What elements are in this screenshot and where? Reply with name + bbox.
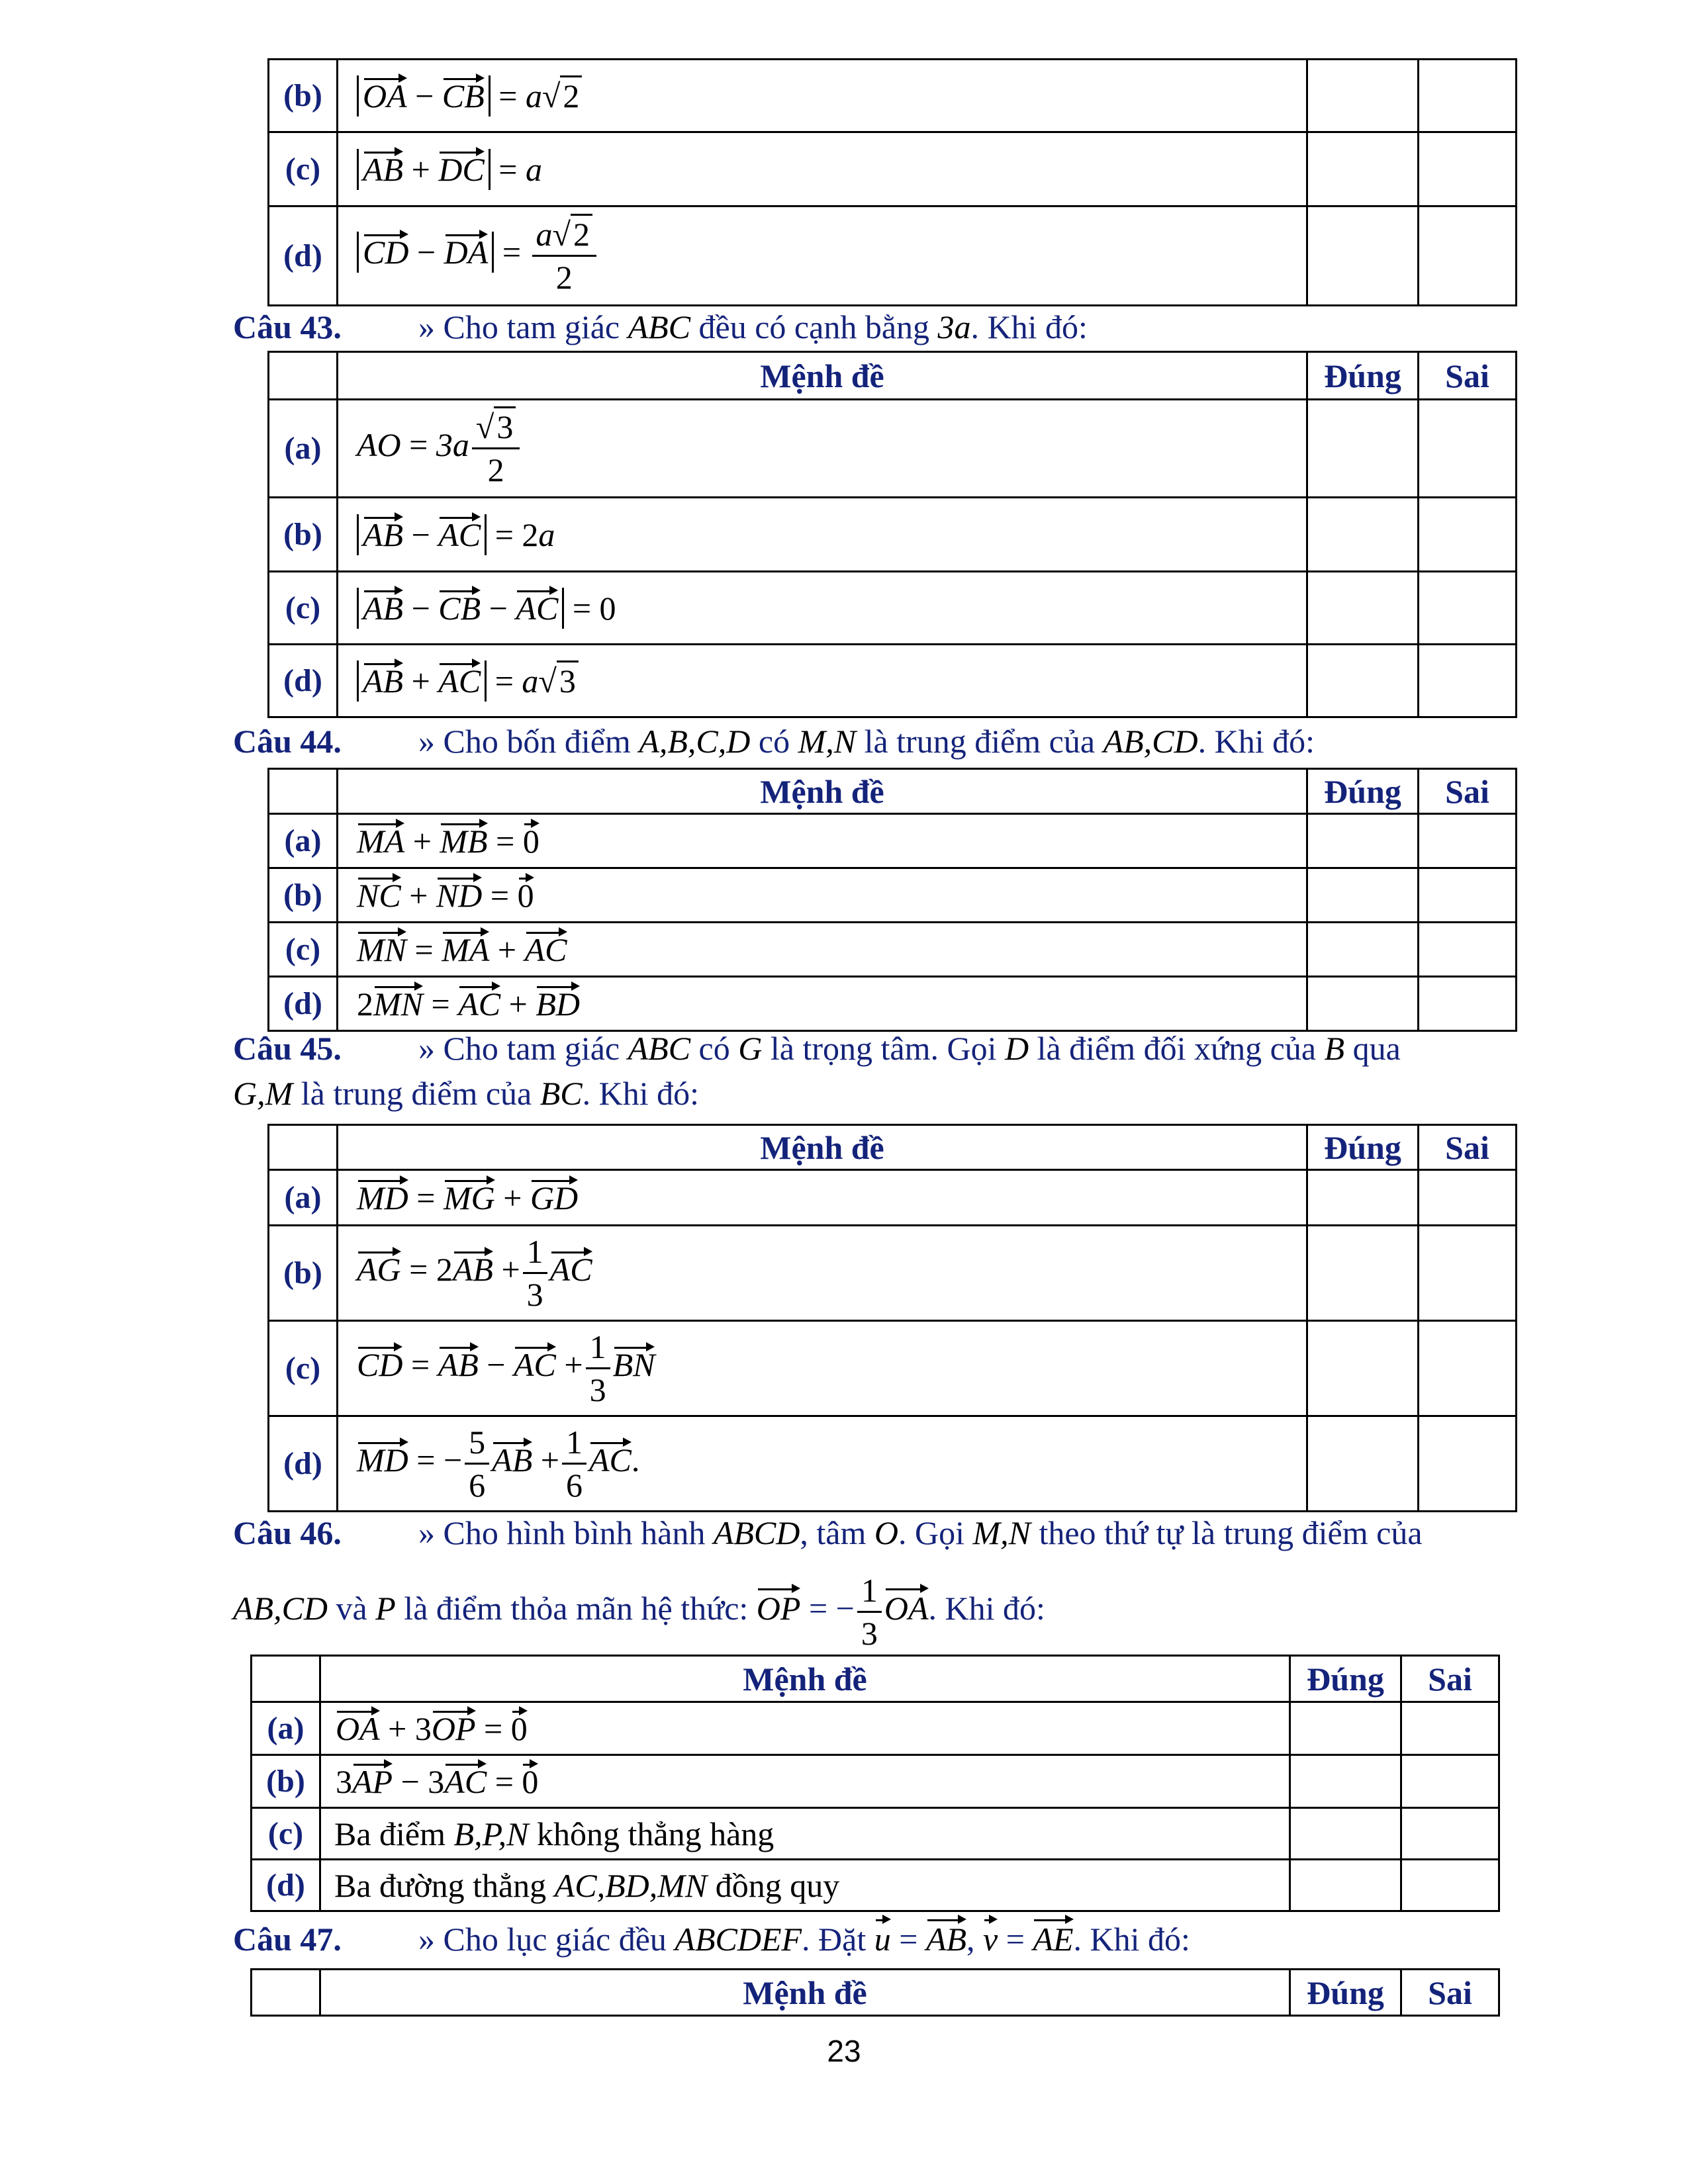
false-checkbox-cell[interactable] (1419, 60, 1517, 132)
statement-cell: 3AP − 3AC = 0 (320, 1755, 1290, 1808)
question-44 (233, 720, 1315, 762)
q44-table (267, 768, 1517, 1032)
row-label: (c) (269, 923, 338, 977)
row-label: (d) (252, 1860, 320, 1911)
question-45 (233, 1027, 1491, 1115)
row-label: (a) (269, 1170, 338, 1226)
row-label: (d) (269, 977, 338, 1031)
question-number: Câu 44. (233, 723, 342, 760)
q43-table (267, 351, 1517, 718)
row-label: (b) (269, 498, 338, 572)
table-row (269, 1226, 1517, 1321)
header-true: Đúng (1307, 1125, 1419, 1170)
q42-table (267, 58, 1517, 306)
true-checkbox-cell[interactable] (1290, 1702, 1401, 1755)
table-header-row (269, 1125, 1517, 1170)
table-row (269, 1416, 1517, 1512)
table-header-row (269, 769, 1517, 814)
true-checkbox-cell[interactable] (1307, 400, 1419, 498)
true-checkbox-cell[interactable] (1307, 60, 1419, 132)
true-checkbox-cell[interactable] (1307, 1170, 1419, 1226)
header-true: Đúng (1290, 1656, 1401, 1702)
true-checkbox-cell[interactable] (1307, 814, 1419, 868)
table-row (252, 1808, 1499, 1860)
question-text: » Cho tam giác ABC đều có cạnh bằng 3a. Khi đó: (418, 308, 1088, 345)
false-checkbox-cell[interactable] (1401, 1755, 1499, 1808)
table-row (269, 814, 1517, 868)
table-row (269, 1321, 1517, 1416)
table-row (269, 977, 1517, 1031)
table-row (269, 60, 1517, 132)
row-label: (c) (269, 1321, 338, 1416)
statement-cell: OA − CB = a√2 (338, 60, 1307, 132)
table-row (269, 206, 1517, 306)
header-statement: Mệnh đề (338, 352, 1307, 400)
false-checkbox-cell[interactable] (1401, 1860, 1499, 1911)
statement-cell: AB + DC = a (338, 132, 1307, 206)
true-checkbox-cell[interactable] (1307, 1321, 1419, 1416)
header-true: Đúng (1290, 1970, 1401, 2016)
statement-cell: MD = MG + GD (338, 1170, 1307, 1226)
true-checkbox-cell[interactable] (1307, 132, 1419, 206)
false-checkbox-cell[interactable] (1419, 1226, 1517, 1321)
false-checkbox-cell[interactable] (1419, 923, 1517, 977)
question-number: Câu 47. (233, 1921, 342, 1958)
true-checkbox-cell[interactable] (1307, 977, 1419, 1031)
true-checkbox-cell[interactable] (1307, 1226, 1419, 1321)
header-false: Sai (1401, 1970, 1499, 2016)
table-header-row (252, 1656, 1499, 1702)
false-checkbox-cell[interactable] (1419, 206, 1517, 306)
question-number: Câu 43. (233, 308, 342, 345)
q45-table (267, 1124, 1517, 1512)
question-43 (233, 306, 1088, 348)
question-text-line1: » Cho hình bình hành ABCD, tâm O. Gọi M,N theo thứ tự là trung điểm của (418, 1514, 1423, 1551)
table-row (269, 572, 1517, 645)
false-checkbox-cell[interactable] (1419, 645, 1517, 717)
table-row (269, 400, 1517, 498)
statement-cell: CD − DA = $\frac{a√2}{2}$ (338, 206, 1307, 306)
false-checkbox-cell[interactable] (1419, 814, 1517, 868)
row-label: (c) (252, 1808, 320, 1860)
true-checkbox-cell[interactable] (1307, 572, 1419, 645)
false-checkbox-cell[interactable] (1419, 868, 1517, 923)
question-46 (233, 1512, 1491, 1650)
page-number: 23 (827, 2034, 861, 2068)
table-row (269, 1170, 1517, 1226)
table-row (269, 645, 1517, 717)
row-label: (a) (252, 1702, 320, 1755)
true-checkbox-cell[interactable] (1307, 923, 1419, 977)
row-label: (b) (269, 868, 338, 923)
false-checkbox-cell[interactable] (1401, 1808, 1499, 1860)
header-statement: Mệnh đề (338, 769, 1307, 814)
true-checkbox-cell[interactable] (1307, 868, 1419, 923)
question-text-line2: AB,CD và P là điểm thỏa mãn hệ thức: OP = − $\frac{1}{3}$ OA. Khi đó: (233, 1572, 1045, 1652)
statement-cell: AB − CB − AC = 0 (338, 572, 1307, 645)
row-label: (b) (269, 1226, 338, 1321)
true-checkbox-cell[interactable] (1307, 498, 1419, 572)
true-checkbox-cell[interactable] (1307, 206, 1419, 306)
question-text: » Cho lục giác đều ABCDEF. Đặt u = AB, v = AE. Khi đó: (418, 1921, 1190, 1958)
true-checkbox-cell[interactable] (1307, 645, 1419, 717)
row-label: (d) (269, 645, 338, 717)
question-number: Câu 45. (233, 1030, 342, 1067)
row-label: (d) (269, 1416, 338, 1512)
table-row (269, 132, 1517, 206)
table-header-row (269, 352, 1517, 400)
false-checkbox-cell[interactable] (1419, 977, 1517, 1031)
question-text: » Cho bốn điểm A,B,C,D có M,N là trung điểm của AB,CD. Khi đó: (418, 723, 1315, 760)
table-header-row (252, 1970, 1499, 2016)
header-statement: Mệnh đề (320, 1970, 1290, 2016)
false-checkbox-cell[interactable] (1419, 498, 1517, 572)
false-checkbox-cell[interactable] (1419, 572, 1517, 645)
false-checkbox-cell[interactable] (1419, 400, 1517, 498)
statement-cell: MA + MB = 0 (338, 814, 1307, 868)
header-false: Sai (1419, 769, 1517, 814)
statement-cell: AB − AC = 2a (338, 498, 1307, 572)
false-checkbox-cell[interactable] (1419, 1321, 1517, 1416)
statement-cell: MN = MA + AC (338, 923, 1307, 977)
row-label: (c) (269, 132, 338, 206)
question-number: Câu 46. (233, 1514, 342, 1551)
table-row (252, 1702, 1499, 1755)
statement-cell: 2MN = AC + BD (338, 977, 1307, 1031)
false-checkbox-cell[interactable] (1401, 1702, 1499, 1755)
statement-cell: CD = AB − AC + $\frac{1}{3}$ BN (338, 1321, 1307, 1416)
statement-cell: AG = 2AB + $\frac{1}{3}$ AC (338, 1226, 1307, 1321)
header-statement: Mệnh đề (320, 1656, 1290, 1702)
question-text-line1: » Cho tam giác ABC có G là trọng tâm. Gọi D là điểm đối xứng của B qua (418, 1030, 1401, 1067)
statement-cell: NC + ND = 0 (338, 868, 1307, 923)
statement-cell: Ba đường thẳng AC,BD,MN đồng quy (320, 1860, 1290, 1911)
question-text-line2: G,M là trung điểm của BC. Khi đó: (233, 1075, 700, 1112)
q47-table (250, 1968, 1500, 2017)
true-checkbox-cell[interactable] (1290, 1808, 1401, 1860)
row-label: (a) (269, 400, 338, 498)
row-label: (b) (269, 60, 338, 132)
row-label: (c) (269, 572, 338, 645)
statement-cell: MD = − $\frac{5}{6}$ AB + $\frac{1}{6}$ AC. (338, 1416, 1307, 1512)
row-label: (b) (252, 1755, 320, 1808)
q46-table (250, 1655, 1500, 1912)
row-label: (d) (269, 206, 338, 306)
header-false: Sai (1419, 352, 1517, 400)
statement-cell: OA + 3OP = 0 (320, 1702, 1290, 1755)
table-row (269, 498, 1517, 572)
table-row (269, 868, 1517, 923)
true-checkbox-cell[interactable] (1307, 1416, 1419, 1512)
header-false: Sai (1401, 1656, 1499, 1702)
table-row (252, 1755, 1499, 1808)
true-checkbox-cell[interactable] (1290, 1755, 1401, 1808)
header-true: Đúng (1307, 352, 1419, 400)
false-checkbox-cell[interactable] (1419, 1170, 1517, 1226)
false-checkbox-cell[interactable] (1419, 1416, 1517, 1512)
statement-cell: AO = 3a $\frac{√3}{2}$ (338, 400, 1307, 498)
statement-cell: Ba điểm B,P,N không thẳng hàng (320, 1808, 1290, 1860)
header-true: Đúng (1307, 769, 1419, 814)
true-checkbox-cell[interactable] (1290, 1860, 1401, 1911)
header-false: Sai (1419, 1125, 1517, 1170)
table-row (269, 923, 1517, 977)
question-47 (233, 1918, 1190, 1960)
false-checkbox-cell[interactable] (1419, 132, 1517, 206)
header-statement: Mệnh đề (338, 1125, 1307, 1170)
table-row (252, 1860, 1499, 1911)
row-label: (a) (269, 814, 338, 868)
statement-cell: AB + AC = a√3 (338, 645, 1307, 717)
